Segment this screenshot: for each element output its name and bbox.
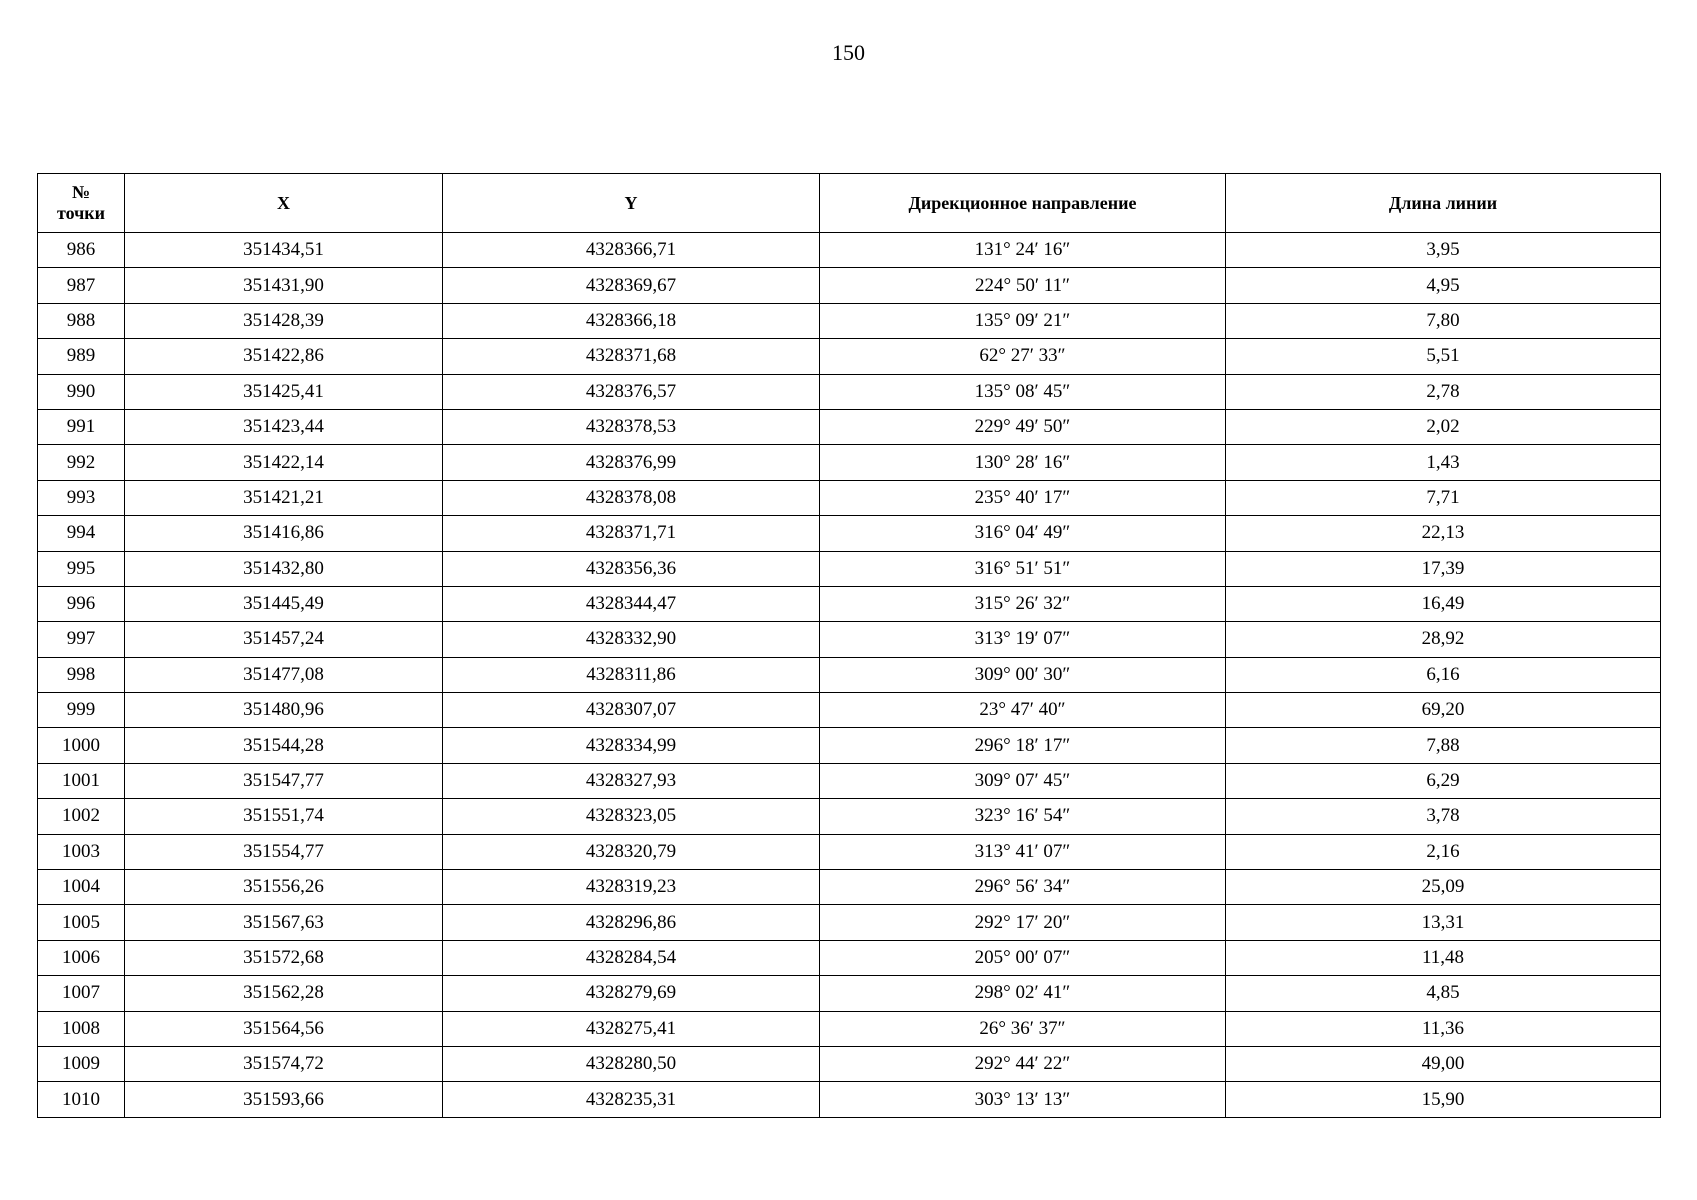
page-number: 150 [832, 40, 865, 65]
y-cell: 4328378,08 [443, 480, 820, 515]
header-point-number [38, 174, 125, 233]
length-cell: 11,36 [1226, 1011, 1661, 1046]
length-cell: 25,09 [1226, 870, 1661, 905]
length-cell: 5,51 [1226, 339, 1661, 374]
y-cell: 4328275,41 [443, 1011, 820, 1046]
direction-cell: 62° 27′ 33″ [820, 339, 1226, 374]
direction-cell: 26° 36′ 37″ [820, 1011, 1226, 1046]
y-cell: 4328235,31 [443, 1082, 820, 1117]
x-cell: 351416,86 [125, 516, 443, 551]
header-x: X [125, 174, 443, 233]
length-cell: 7,80 [1226, 303, 1661, 338]
length-cell: 13,31 [1226, 905, 1661, 940]
point-number-cell: 1006 [38, 940, 125, 975]
header-length: Длина линии [1226, 174, 1661, 233]
direction-cell: 23° 47′ 40″ [820, 693, 1226, 728]
y-cell: 4328319,23 [443, 870, 820, 905]
y-cell: 4328369,67 [443, 268, 820, 303]
direction-cell: 315° 26′ 32″ [820, 586, 1226, 621]
length-cell: 6,29 [1226, 763, 1661, 798]
table-row [38, 551, 1661, 586]
point-number-cell: 992 [38, 445, 125, 480]
x-cell: 351428,39 [125, 303, 443, 338]
point-number-cell: 989 [38, 339, 125, 374]
length-cell: 49,00 [1226, 1046, 1661, 1081]
point-number-cell: 997 [38, 622, 125, 657]
table-row [38, 303, 1661, 338]
table-header-row [38, 174, 1661, 233]
point-number-cell: 1000 [38, 728, 125, 763]
direction-cell: 316° 04′ 49″ [820, 516, 1226, 551]
x-cell: 351457,24 [125, 622, 443, 657]
point-number-cell: 1004 [38, 870, 125, 905]
table-row [38, 233, 1661, 268]
y-cell: 4328311,86 [443, 657, 820, 692]
direction-cell: 205° 00′ 07″ [820, 940, 1226, 975]
y-cell: 4328356,36 [443, 551, 820, 586]
point-number-cell: 995 [38, 551, 125, 586]
x-cell: 351434,51 [125, 233, 443, 268]
length-cell: 2,78 [1226, 374, 1661, 409]
direction-cell: 224° 50′ 11″ [820, 268, 1226, 303]
y-cell: 4328376,57 [443, 374, 820, 409]
x-cell: 351554,77 [125, 834, 443, 869]
table-row [38, 940, 1661, 975]
x-cell: 351572,68 [125, 940, 443, 975]
direction-cell: 313° 41′ 07″ [820, 834, 1226, 869]
x-cell: 351567,63 [125, 905, 443, 940]
y-cell: 4328280,50 [443, 1046, 820, 1081]
point-number-cell: 988 [38, 303, 125, 338]
direction-cell: 135° 08′ 45″ [820, 374, 1226, 409]
x-cell: 351445,49 [125, 586, 443, 621]
coordinates-table [37, 173, 1661, 1118]
table-row [38, 409, 1661, 444]
point-number-cell: 986 [38, 233, 125, 268]
table-row [38, 445, 1661, 480]
x-cell: 351423,44 [125, 409, 443, 444]
direction-cell: 292° 17′ 20″ [820, 905, 1226, 940]
table-row [38, 799, 1661, 834]
direction-cell: 309° 07′ 45″ [820, 763, 1226, 798]
table-row [38, 976, 1661, 1011]
length-cell: 69,20 [1226, 693, 1661, 728]
length-cell: 11,48 [1226, 940, 1661, 975]
direction-cell: 292° 44′ 22″ [820, 1046, 1226, 1081]
x-cell: 351593,66 [125, 1082, 443, 1117]
y-cell: 4328334,99 [443, 728, 820, 763]
x-cell: 351477,08 [125, 657, 443, 692]
header-point-number-line1: № [71, 182, 91, 202]
x-cell: 351432,80 [125, 551, 443, 586]
point-number-cell: 1001 [38, 763, 125, 798]
table-row [38, 374, 1661, 409]
y-cell: 4328378,53 [443, 409, 820, 444]
x-cell: 351562,28 [125, 976, 443, 1011]
point-number-cell: 990 [38, 374, 125, 409]
point-number-cell: 991 [38, 409, 125, 444]
y-cell: 4328323,05 [443, 799, 820, 834]
table-row [38, 268, 1661, 303]
point-number-cell: 996 [38, 586, 125, 621]
table-row [38, 622, 1661, 657]
table-row [38, 480, 1661, 515]
table-row [38, 728, 1661, 763]
length-cell: 1,43 [1226, 445, 1661, 480]
direction-cell: 229° 49′ 50″ [820, 409, 1226, 444]
length-cell: 7,88 [1226, 728, 1661, 763]
y-cell: 4328296,86 [443, 905, 820, 940]
table-row [38, 870, 1661, 905]
y-cell: 4328327,93 [443, 763, 820, 798]
length-cell: 2,16 [1226, 834, 1661, 869]
x-cell: 351421,21 [125, 480, 443, 515]
table-row [38, 834, 1661, 869]
direction-cell: 323° 16′ 54″ [820, 799, 1226, 834]
point-number-cell: 1005 [38, 905, 125, 940]
point-number-cell: 998 [38, 657, 125, 692]
y-cell: 4328366,18 [443, 303, 820, 338]
point-number-cell: 1002 [38, 799, 125, 834]
length-cell: 4,85 [1226, 976, 1661, 1011]
table-body [38, 233, 1661, 1118]
y-cell: 4328307,07 [443, 693, 820, 728]
table-row [38, 763, 1661, 798]
x-cell: 351574,72 [125, 1046, 443, 1081]
x-cell: 351547,77 [125, 763, 443, 798]
table-row [38, 586, 1661, 621]
length-cell: 15,90 [1226, 1082, 1661, 1117]
direction-cell: 313° 19′ 07″ [820, 622, 1226, 657]
point-number-cell: 987 [38, 268, 125, 303]
direction-cell: 135° 09′ 21″ [820, 303, 1226, 338]
y-cell: 4328376,99 [443, 445, 820, 480]
direction-cell: 309° 00′ 30″ [820, 657, 1226, 692]
point-number-cell: 1009 [38, 1046, 125, 1081]
header-point-number-line2: точки [56, 203, 106, 223]
x-cell: 351422,86 [125, 339, 443, 374]
x-cell: 351431,90 [125, 268, 443, 303]
table-row [38, 1011, 1661, 1046]
length-cell: 3,95 [1226, 233, 1661, 268]
length-cell: 22,13 [1226, 516, 1661, 551]
direction-cell: 316° 51′ 51″ [820, 551, 1226, 586]
x-cell: 351425,41 [125, 374, 443, 409]
length-cell: 16,49 [1226, 586, 1661, 621]
x-cell: 351422,14 [125, 445, 443, 480]
point-number-cell: 1008 [38, 1011, 125, 1046]
y-cell: 4328320,79 [443, 834, 820, 869]
point-number-cell: 1010 [38, 1082, 125, 1117]
direction-cell: 235° 40′ 17″ [820, 480, 1226, 515]
direction-cell: 296° 56′ 34″ [820, 870, 1226, 905]
length-cell: 28,92 [1226, 622, 1661, 657]
length-cell: 2,02 [1226, 409, 1661, 444]
y-cell: 4328279,69 [443, 976, 820, 1011]
point-number-cell: 1007 [38, 976, 125, 1011]
header-direction: Дирекционное направление [820, 174, 1226, 233]
direction-cell: 130° 28′ 16″ [820, 445, 1226, 480]
table-row [38, 905, 1661, 940]
y-cell: 4328371,68 [443, 339, 820, 374]
point-number-cell: 999 [38, 693, 125, 728]
point-number-cell: 1003 [38, 834, 125, 869]
direction-cell: 303° 13′ 13″ [820, 1082, 1226, 1117]
table-row [38, 516, 1661, 551]
length-cell: 3,78 [1226, 799, 1661, 834]
x-cell: 351556,26 [125, 870, 443, 905]
table-row [38, 1046, 1661, 1081]
direction-cell: 131° 24′ 16″ [820, 233, 1226, 268]
direction-cell: 296° 18′ 17″ [820, 728, 1226, 763]
y-cell: 4328284,54 [443, 940, 820, 975]
x-cell: 351564,56 [125, 1011, 443, 1046]
x-cell: 351551,74 [125, 799, 443, 834]
header-y: Y [443, 174, 820, 233]
length-cell: 17,39 [1226, 551, 1661, 586]
table-row [38, 339, 1661, 374]
point-number-cell: 993 [38, 480, 125, 515]
direction-cell: 298° 02′ 41″ [820, 976, 1226, 1011]
y-cell: 4328344,47 [443, 586, 820, 621]
table-row [38, 1082, 1661, 1117]
x-cell: 351544,28 [125, 728, 443, 763]
length-cell: 7,71 [1226, 480, 1661, 515]
point-number-cell: 994 [38, 516, 125, 551]
length-cell: 6,16 [1226, 657, 1661, 692]
y-cell: 4328332,90 [443, 622, 820, 657]
table-row [38, 657, 1661, 692]
length-cell: 4,95 [1226, 268, 1661, 303]
table-row [38, 693, 1661, 728]
y-cell: 4328371,71 [443, 516, 820, 551]
y-cell: 4328366,71 [443, 233, 820, 268]
x-cell: 351480,96 [125, 693, 443, 728]
